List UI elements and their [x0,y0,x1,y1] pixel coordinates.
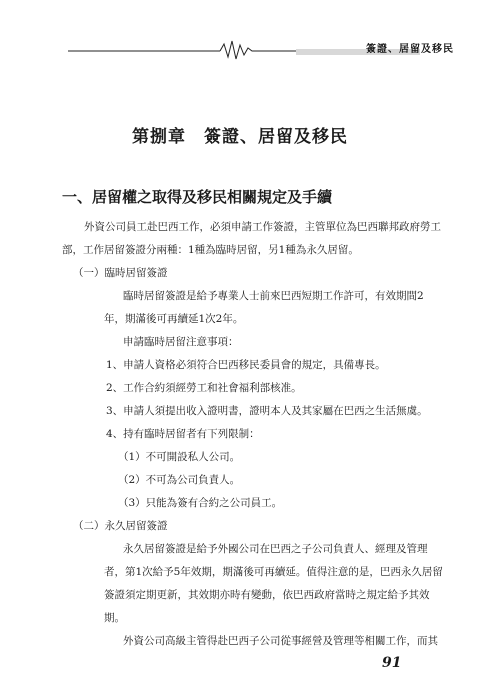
next-paragraph-line: 外資公司高級主管得赴巴西子公司從事經營及管理等相關工作，而其 [123,635,438,647]
page-number: 91 [382,655,402,671]
permanent-body-line-3: 簽證須定期更新，其效期亦時有變動，依巴西政府當時之規定給予其效 [104,589,430,601]
list-item: 2、工作合約須經勞工和社會福利部核准。 [106,382,302,394]
running-title: 簽證、居留及移民 [366,44,454,55]
restriction-item: （1）不可開設私人公司。 [118,451,241,463]
restriction-item: （3）只能為簽有合約之公司員工。 [118,497,283,509]
permanent-body-line-2: 者，第1次給予5年效期，期滿後可再續延。值得注意的是，巴西永久居留 [104,566,443,578]
notes-title: 申請臨時居留注意事項： [123,336,239,348]
intro-line-2: 部，工作居留簽證分兩種：1種為臨時居留，另1種為永久居留。 [62,244,359,256]
temporary-body-line-1: 臨時居留簽證是給予專業人士前來巴西短期工作許可，有效期間2 [123,290,424,302]
subsection-heading-permanent: （二）永久居留簽證 [73,520,168,532]
list-item: 3、申請人須提出收入證明書，證明本人及其家屬在巴西之生活無虞。 [106,405,428,417]
running-header [68,36,454,62]
temporary-body-line-2: 年，期滿後可再續延1次2年。 [104,313,244,325]
restriction-item: （2）不可為公司負責人。 [118,474,241,486]
section-title: 一、居留權之取得及移民相關規定及手續 [62,188,333,206]
list-item: 4、持有臨時居留者有下列限制： [106,428,260,440]
chapter-title: 第捌章 簽證、居留及移民 [132,127,348,147]
intro-line-1: 外資公司員工赴巴西工作，必須申請工作簽證，主管單位為巴西聯邦政府勞工 [84,221,441,233]
permanent-body-line-4: 期。 [104,612,125,624]
permanent-body-line-1: 永久居留簽證是給予外國公司在巴西之子公司負責人、經理及管理 [123,543,428,555]
subsection-heading-temporary: （一）臨時居留簽證 [73,267,168,279]
list-item: 1、申請人資格必須符合巴西移民委員會的規定，具備專長。 [106,359,386,371]
